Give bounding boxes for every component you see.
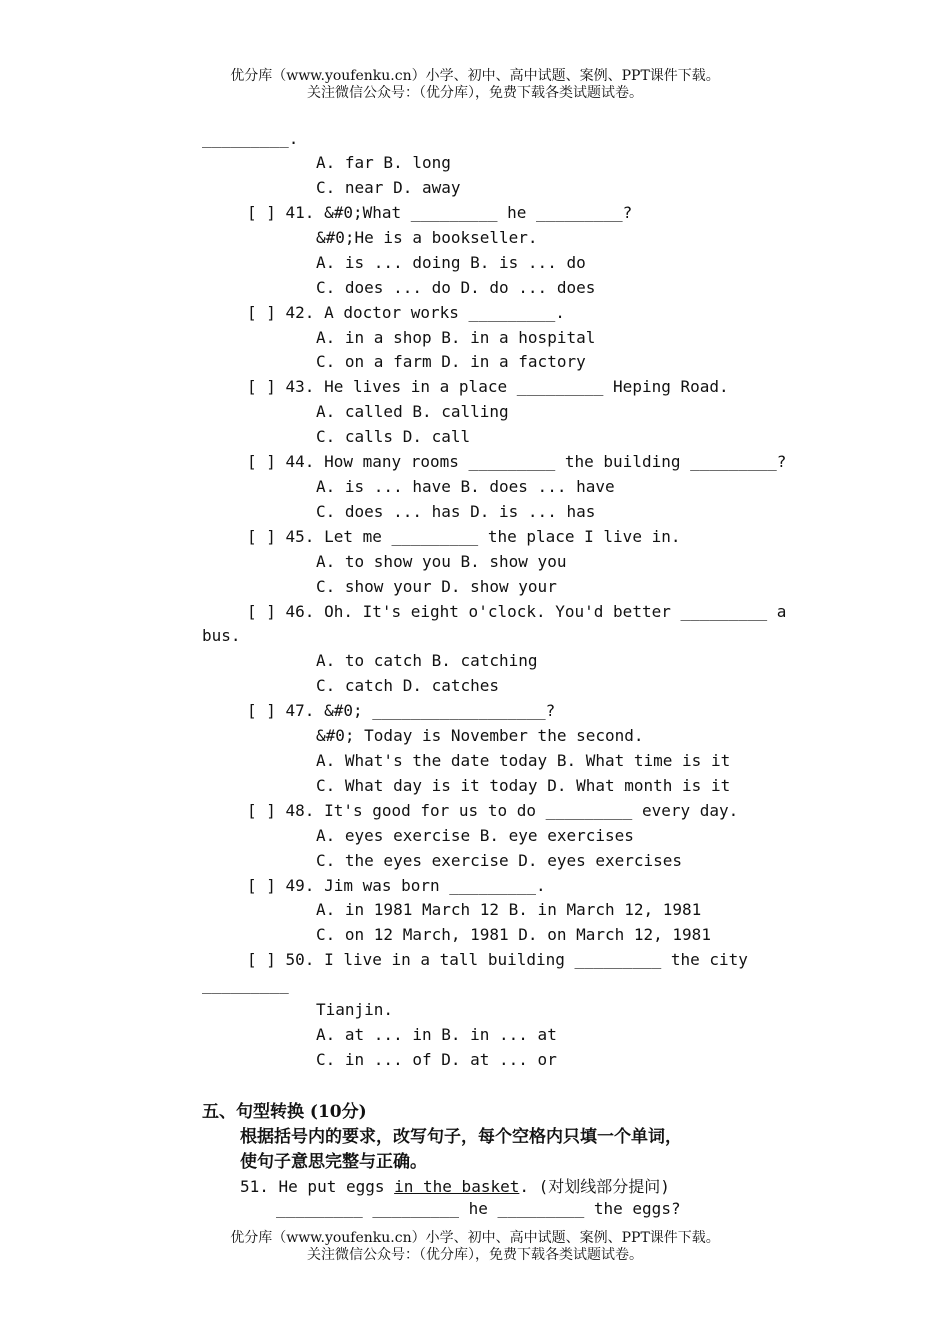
option-line: A. in a shop B. in a hospital [316, 328, 596, 347]
option-line: A. What's the date today B. What time is it [316, 751, 731, 770]
option-line: A. in 1981 March 12 B. in March 12, 1981 [316, 900, 702, 919]
option-line: C. in ... of D. at ... or [316, 1050, 557, 1069]
question-50-extra: Tianjin. [316, 1000, 394, 1019]
question-51-prefix: 51. He put eggs [240, 1177, 395, 1196]
page-footer [0, 1230, 950, 1264]
question-44-stem: [ ] 44. How many rooms _________ the building _________? [247, 452, 787, 471]
question-42-stem: [ ] 42. A doctor works _________. [247, 303, 565, 322]
question-41-stem: [ ] 41. &#0;What _________ he _________? [247, 203, 633, 222]
option-line: C. does ... has D. is ... has [316, 502, 596, 521]
question-47-extra: &#0; Today is November the second. [316, 726, 644, 745]
option-line: C. on a farm D. in a factory [316, 352, 586, 371]
question-51-suffix: . (对划线部分提问) [519, 1177, 670, 1196]
continuation-blank: _________. [202, 129, 299, 148]
option-line: A. is ... doing B. is ... do [316, 253, 586, 272]
question-51-stem [240, 1174, 670, 1197]
question-47-stem: [ ] 47. &#0; __________________? [247, 701, 556, 720]
option-line: C. calls D. call [316, 427, 471, 446]
question-51-underlined: in the basket [394, 1177, 520, 1196]
question-49-stem: [ ] 49. Jim was born _________. [247, 876, 546, 895]
option-line: C. show your D. show your [316, 577, 557, 596]
question-48-stem: [ ] 48. It's good for us to do _________ every day. [247, 801, 739, 820]
option-line: C. near D. away [316, 178, 461, 197]
option-line: A. far B. long [316, 153, 451, 172]
option-line: A. to show you B. show you [316, 552, 567, 571]
question-46-wrap: bus. [202, 626, 241, 645]
section-5-instruction-2: 使句子意思完整与正确。 [240, 1152, 427, 1172]
option-line: C. on 12 March, 1981 D. on March 12, 1981 [316, 925, 711, 944]
header-line-2: 关注微信公众号：（优分库），免费下载各类试题试卷。 [307, 85, 643, 101]
footer-line-2: 关注微信公众号：（优分库），免费下载各类试题试卷。 [307, 1247, 643, 1263]
option-line: A. at ... in B. in ... at [316, 1025, 557, 1044]
question-41-extra: &#0;He is a bookseller. [316, 228, 538, 247]
question-46-stem: [ ] 46. Oh. It's eight o'clock. You'd better _________ a [247, 602, 787, 621]
header-line-1: 优分库（www.youfenku.cn）小学、初中、高中试题、案例、PPT课件下载。 [230, 68, 720, 84]
section-5-instruction-1: 根据括号内的要求，改写句子，每个空格内只填一个单词， [240, 1127, 682, 1147]
question-43-stem: [ ] 43. He lives in a place _________ Heping Road. [247, 377, 729, 396]
footer-line-1: 优分库（www.youfenku.cn）小学、初中、高中试题、案例、PPT课件下载。 [230, 1230, 720, 1246]
question-45-stem: [ ] 45. Let me _________ the place I live in. [247, 527, 681, 546]
page-header [0, 68, 950, 102]
question-51-answer-line: _________ _________ he _________ the eggs? [276, 1199, 681, 1218]
option-line: A. to catch B. catching [316, 651, 538, 670]
option-line: A. called B. calling [316, 402, 509, 421]
option-line: A. eyes exercise B. eye exercises [316, 826, 634, 845]
option-line: A. is ... have B. does ... have [316, 477, 615, 496]
option-line: C. does ... do D. do ... does [316, 278, 596, 297]
question-50-wrap: _________ [202, 975, 289, 994]
option-line: C. catch D. catches [316, 676, 500, 695]
option-line: C. What day is it today D. What month is it [316, 776, 731, 795]
section-5-title: 五、句型转换 (10分) [202, 1102, 367, 1122]
option-line: C. the eyes exercise D. eyes exercises [316, 851, 683, 870]
question-50-stem: [ ] 50. I live in a tall building _________ the city [247, 950, 748, 969]
